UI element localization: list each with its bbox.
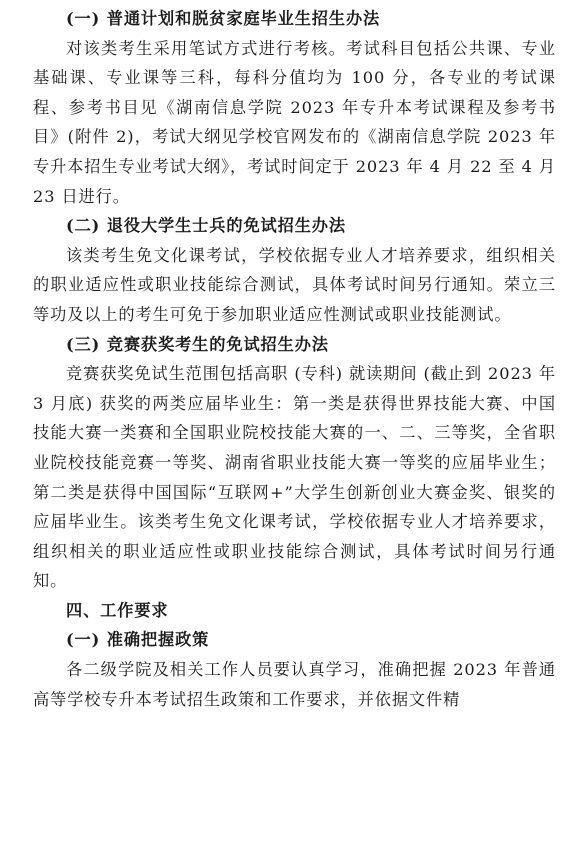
section-heading-work-requirements: 四、工作要求 [66,600,169,620]
section-heading-general-plan: (一) 普通计划和脱贫家庭毕业生招生办法 [66,9,381,28]
section-heading-grasp-policy: (一) 准确把握政策 [66,630,210,650]
section-body-general-plan: 对该类考生采用笔试方式进行考核。考试科目包括公共课、专业基础课、专业课等三科，每科分值均为 100 分，各专业的考试课程、参考书目见《湖南信息学院 2023 年专升本考试课程及参考书目》(附件 2)，考试大纲见学校官网发布的《湖南信息学院 2023 年专升本招生专业考试大纲》，考试时间定于 2023 年 4 月 22 至 4 月 23 日进行。 [33,38,556,206]
section-body-veteran-students: 该类考生免文化课考试，学校依据专业人才培养要求，组织相关的职业适应性或职业技能综合测试，具体考试时间另行通知。荣立三等功及以上的考生可免于参加职业适应性测试或职业技能测试。 [33,245,556,324]
section-heading-competition-winners: (三) 竞赛获奖考生的免试招生办法 [66,334,329,354]
section-body-competition-winners: 竞赛获奖免试生范围包括高职 (专科) 就读期间 (截止到 2023 年 3 月底) 获奖的两类应届毕业生：第一类是获得世界技能大赛、中国技能大赛一类赛和全国职业院校技能大赛的一、二、三等奖，全省职业院校技能竞赛一等奖、湖南省职业技能大赛一等奖的应届毕业生；第二类是获得中国国际“互联网+”大学生创新创业大赛金奖、银奖的应届毕业生。该类考生免文化课考试，学校依据专业人才培养要求，组织相关的职业适应性或职业技能综合测试，具体考试时间另行通知。 [33,364,556,591]
section-body-grasp-policy: 各二级学院及相关工作人员要认真学习，准确把握 2023 年普通高等学校专升本考试招生政策和工作要求，并依据文件精 [33,660,556,709]
section-heading-veteran-students: (二) 退役大学生士兵的免试招生办法 [66,216,346,236]
